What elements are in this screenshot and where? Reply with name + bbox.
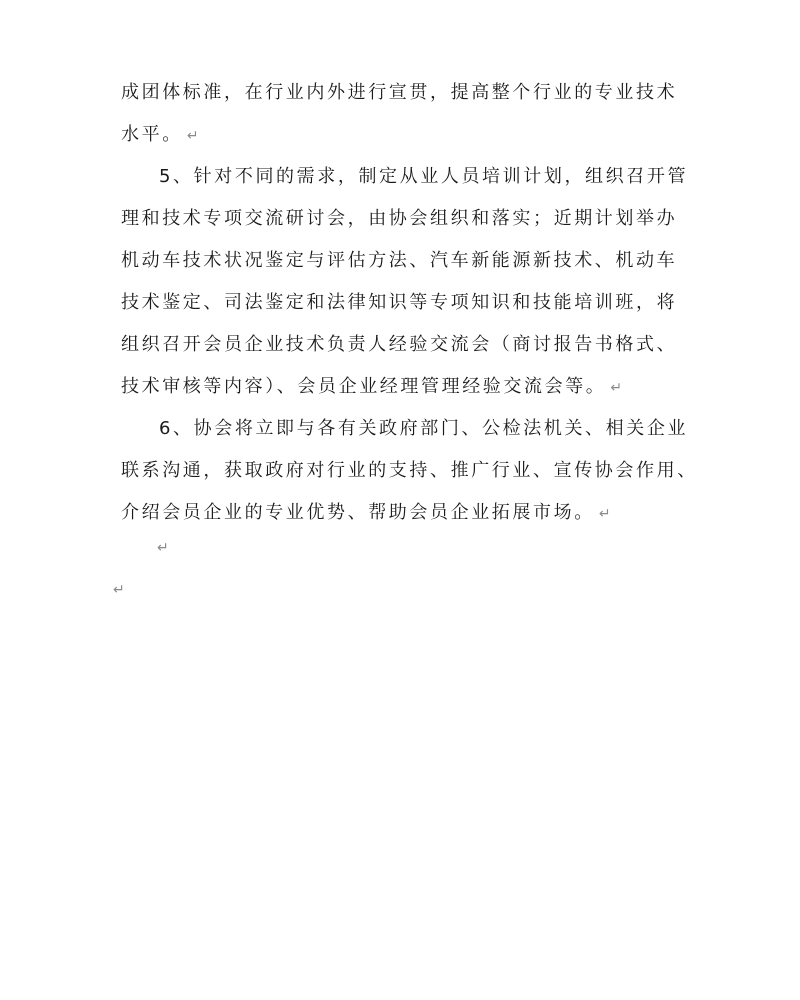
line-text: 技术审核等内容）、会员企业经理管理经验交流会等。 <box>121 376 607 397</box>
empty-paragraph <box>157 536 169 560</box>
text-line <box>121 408 689 450</box>
line-text: 5、针对不同的需求，制定从业人员培训计划，组织召开管 <box>159 166 689 187</box>
text-line <box>121 72 681 114</box>
text-line <box>121 324 681 366</box>
text-line <box>121 366 681 408</box>
line-text: 联系沟通，获取政府对行业的支持、推广行业、宣传协会作用、 <box>121 460 698 481</box>
text-line <box>121 156 689 198</box>
line-text: 水平。 <box>121 124 183 145</box>
line-text: 理和技术专项交流研讨会，由协会组织和落实；近期计划举办 <box>121 208 678 229</box>
paragraph-mark-icon: ↵ <box>113 582 125 598</box>
line-text: 技术鉴定、司法鉴定和法律知识等专项知识和技能培训班，将 <box>121 292 678 313</box>
line-text: 机动车技术状况鉴定与评估方法、汽车新能源新技术、机动车 <box>121 250 678 271</box>
line-text: 介绍会员企业的专业优势、帮助会员企业拓展市场。 <box>121 502 595 523</box>
text-line <box>121 198 681 240</box>
text-line <box>121 114 681 156</box>
line-text: 6、协会将立即与各有关政府部门、公检法机关、相关企业 <box>159 418 689 439</box>
empty-paragraph <box>113 578 125 602</box>
document-body <box>121 72 698 534</box>
text-line <box>121 450 698 492</box>
paragraph-mark-icon: ↵ <box>186 128 199 144</box>
paragraph-mark-icon: ↵ <box>610 380 623 396</box>
line-text: 组织召开会员企业技术负责人经验交流会（商讨报告书格式、 <box>121 334 678 355</box>
text-line <box>121 282 681 324</box>
paragraph-mark-icon: ↵ <box>598 506 611 522</box>
text-line <box>121 492 681 534</box>
text-line <box>121 240 681 282</box>
paragraph-mark-icon: ↵ <box>157 540 169 556</box>
line-text: 成团体标准，在行业内外进行宣贯，提高整个行业的专业技术 <box>121 82 678 103</box>
